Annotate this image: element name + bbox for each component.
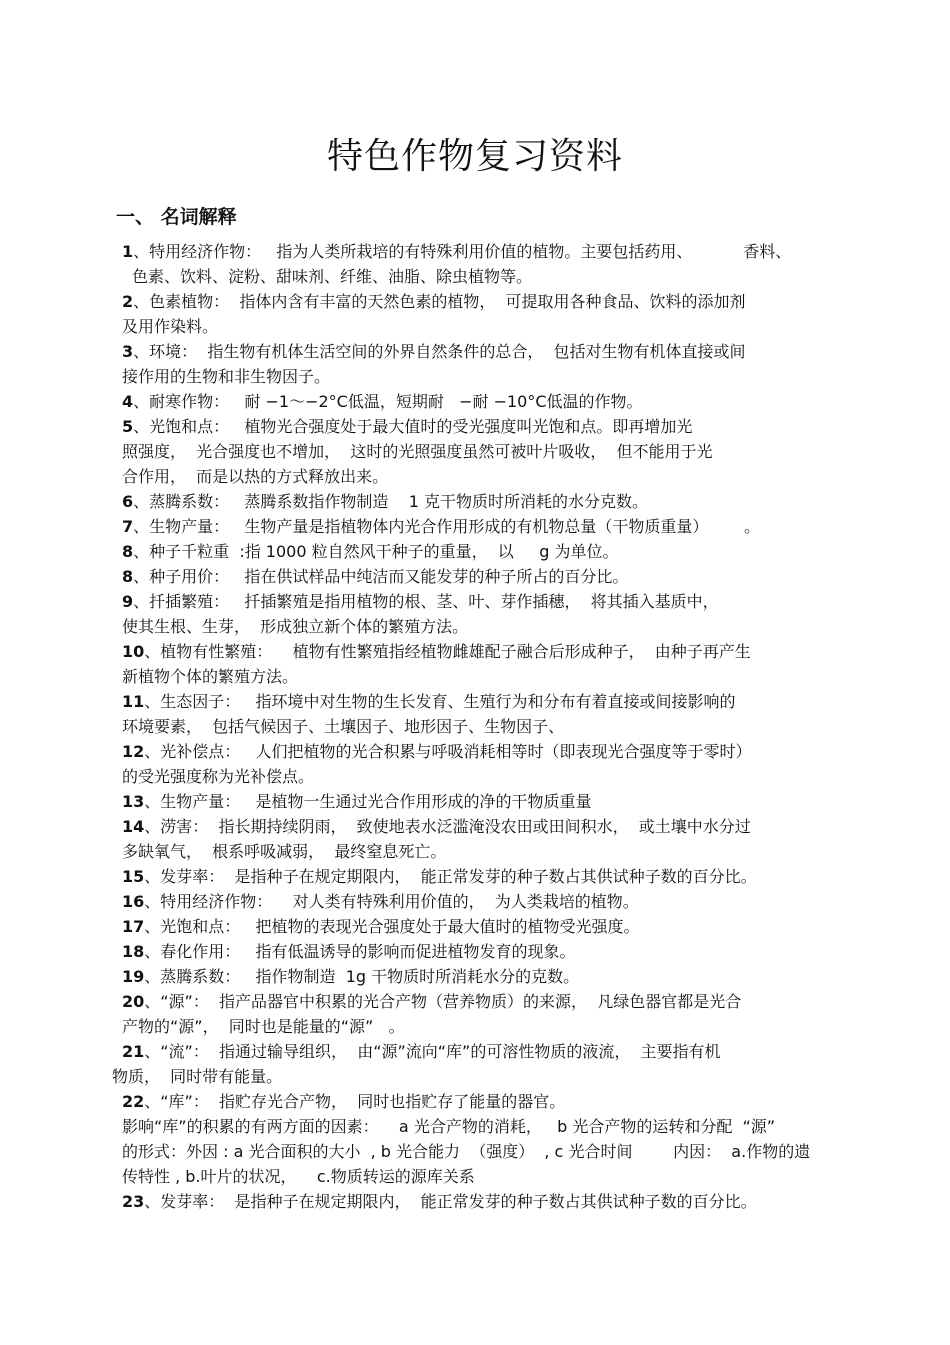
glossary-list [0, 239, 950, 1214]
entry-text: 、“库”： 指贮存光合产物， 同时也指贮存了能量的器官。 [144, 1092, 566, 1111]
entry-text: 新植物个体的繁殖方法。 [122, 667, 299, 686]
entry-text: 、涝害： 指长期持续阴雨， 致使地表水泛滥淹没农田或田间积水， 或土壤中水分过 [144, 817, 751, 836]
entry-text: 、蒸腾系数： 蒸腾系数指作物制造 1 克干物质时所消耗的水分克数。 [133, 492, 649, 511]
entry-first-line [0, 289, 950, 314]
glossary-entry [0, 914, 950, 939]
glossary-entry [0, 514, 950, 539]
entry-continuation-line [0, 1064, 950, 1089]
entry-continuation-line [0, 764, 950, 789]
entry-first-line [0, 514, 950, 539]
entry-text: 、特用经济作物： 指为人类所栽培的有特殊利用价值的植物。主要包括药用、 香料、 [133, 242, 792, 261]
glossary-entry [0, 889, 950, 914]
glossary-entry [0, 389, 950, 414]
entry-continuation-line [0, 664, 950, 689]
entry-text: 、“源”： 指产品器官中积累的光合产物（营养物质）的来源， 凡绿色器官都是光合 [144, 992, 742, 1011]
entry-number: 4 [122, 392, 134, 411]
entry-first-line [0, 489, 950, 514]
glossary-entry [0, 1189, 950, 1214]
entry-text: 、扦插繁殖： 扦插繁殖是指用植物的根、茎、叶、芽作插穗， 将其插入基质中， [133, 592, 719, 611]
entry-continuation-line [0, 1139, 950, 1164]
entry-text: 、种子用价： 指在供试样品中纯洁而又能发芽的种子所占的百分比。 [133, 567, 629, 586]
entry-text: 、生态因子： 指环境中对生物的生长发育、生殖行为和分布有着直接或间接影响的 [144, 692, 736, 711]
entry-first-line [0, 989, 950, 1014]
entry-text: 物质， 同时带有能量。 [112, 1067, 283, 1086]
glossary-entry [0, 289, 950, 339]
entry-first-line [0, 789, 950, 814]
entry-first-line [0, 889, 950, 914]
entry-continuation-line [0, 614, 950, 639]
entry-continuation-line [0, 439, 950, 464]
entry-text: 使其生根、生芽， 形成独立新个体的繁殖方法。 [122, 617, 469, 636]
entry-text: 照强度， 光合强度也不增加， 这时的光照强度虽然可被叶片吸收， 但不能用于光 [122, 442, 713, 461]
entry-number: 5 [122, 417, 134, 436]
entry-text: 的形式：外因 : a 光合面积的大小 , b 光合能力 （强度） , c 光合时间 内因： a.作物的遗 [122, 1142, 811, 1161]
entry-text: 、发芽率： 是指种子在规定期限内， 能正常发芽的种子数占其供试种子数的百分比。 [144, 1192, 757, 1211]
entry-continuation-line [0, 464, 950, 489]
entry-continuation-line [0, 364, 950, 389]
glossary-entry [0, 414, 950, 489]
entry-text: 、环境： 指生物有机体生活空间的外界自然条件的总合， 包括对生物有机体直接或间 [133, 342, 746, 361]
entry-text: 、色素植物： 指体内含有丰富的天然色素的植物， 可提取用各种食品、饮料的添加剂 [133, 292, 746, 311]
entry-text: 、种子千粒重 :指 1000 粒自然风干种子的重量， 以 g 为单位。 [133, 542, 619, 561]
entry-number: 18 [122, 942, 145, 961]
section-heading: 一、 名词解释 [116, 206, 237, 228]
entry-number: 3 [122, 342, 134, 361]
entry-first-line [0, 564, 950, 589]
glossary-entry [0, 689, 950, 739]
glossary-entry [0, 739, 950, 789]
glossary-entry [0, 564, 950, 589]
entry-continuation-line [0, 714, 950, 739]
entry-first-line [0, 1089, 950, 1114]
entry-text: 色素、饮料、淀粉、甜味剂、纤维、油脂、除虫植物等。 [132, 267, 533, 286]
entry-number: 2 [122, 292, 134, 311]
entry-number: 9 [122, 592, 134, 611]
entry-number: 21 [122, 1042, 145, 1061]
entry-number: 19 [122, 967, 145, 986]
entry-number: 8 [122, 567, 134, 586]
entry-first-line [0, 814, 950, 839]
entry-number: 17 [122, 917, 145, 936]
entry-number: 22 [122, 1092, 145, 1111]
glossary-entry [0, 989, 950, 1039]
entry-text: 多缺氧气， 根系呼吸减弱， 最终窒息死亡。 [122, 842, 447, 861]
entry-number: 6 [122, 492, 134, 511]
entry-number: 15 [122, 867, 145, 886]
entry-number: 23 [122, 1192, 145, 1211]
entry-text: 、春化作用： 指有低温诱导的影响而促进植物发育的现象。 [144, 942, 576, 961]
glossary-entry [0, 239, 950, 289]
glossary-entry [0, 589, 950, 639]
entry-number: 10 [122, 642, 145, 661]
glossary-entry [0, 939, 950, 964]
entry-first-line [0, 739, 950, 764]
glossary-entry [0, 489, 950, 514]
glossary-entry [0, 964, 950, 989]
entry-number: 20 [122, 992, 145, 1011]
entry-number: 7 [122, 517, 134, 536]
glossary-entry [0, 814, 950, 864]
entry-number: 8 [122, 542, 134, 561]
entry-text: 接作用的生物和非生物因子。 [122, 367, 331, 386]
entry-first-line [0, 864, 950, 889]
entry-number: 11 [122, 692, 145, 711]
entry-number: 14 [122, 817, 145, 836]
entry-text: 合作用， 而是以热的方式释放出来。 [122, 467, 389, 486]
entry-text: 及用作染料。 [122, 317, 219, 336]
glossary-entry [0, 539, 950, 564]
entry-continuation-line [0, 1164, 950, 1189]
entry-first-line [0, 914, 950, 939]
glossary-entry [0, 1039, 950, 1089]
entry-text: 的受光强度称为光补偿点。 [122, 767, 315, 786]
entry-continuation-line [0, 264, 950, 289]
entry-first-line [0, 414, 950, 439]
entry-text: 、发芽率： 是指种子在规定期限内， 能正常发芽的种子数占其供试种子数的百分比。 [144, 867, 757, 886]
entry-first-line [0, 239, 950, 264]
entry-first-line [0, 939, 950, 964]
entry-number: 12 [122, 742, 145, 761]
glossary-entry [0, 789, 950, 814]
entry-text: 、特用经济作物： 对人类有特殊利用价值的， 为人类栽培的植物。 [144, 892, 639, 911]
entry-text: 影响“库”的积累的有两方面的因素： a 光合产物的消耗， b 光合产物的运转和分配 “源” [122, 1117, 776, 1136]
entry-number: 13 [122, 792, 145, 811]
entry-text: 、光补偿点： 人们把植物的光合积累与呼吸消耗相等时（即表现光合强度等于零时） [144, 742, 752, 761]
entry-first-line [0, 689, 950, 714]
entry-text: 、生物产量： 生物产量是指植物体内光合作用形成的有机物总量（干物质重量） 。 [133, 517, 761, 536]
entry-text: 环境要素， 包括气候因子、土壤因子、地形因子、生物因子、 [122, 717, 565, 736]
page-title: 特色作物复习资料 [326, 136, 623, 177]
entry-continuation-line [0, 839, 950, 864]
entry-first-line [0, 1189, 950, 1214]
entry-continuation-line [0, 1114, 950, 1139]
glossary-entry [0, 639, 950, 689]
entry-first-line [0, 639, 950, 664]
entry-text: 传特性 , b.叶片的状况， c.物质转运的源库关系 [122, 1167, 475, 1186]
entry-text: 、光饱和点： 把植物的表现光合强度处于最大值时的植物受光强度。 [144, 917, 640, 936]
entry-first-line [0, 389, 950, 414]
entry-first-line [0, 589, 950, 614]
entry-text: 、植物有性繁殖： 植物有性繁殖指经植物雌雄配子融合后形成种子， 由种子再产生 [144, 642, 751, 661]
glossary-entry [0, 1089, 950, 1189]
entry-number: 1 [122, 242, 134, 261]
entry-text: 、耐寒作物： 耐 −1～−2°C低温，短期耐 −耐 −10°C低温的作物。 [133, 392, 643, 411]
entry-text: 、光饱和点： 植物光合强度处于最大值时的受光强度叫光饱和点。即再增加光 [133, 417, 693, 436]
glossary-entry [0, 339, 950, 389]
entry-continuation-line [0, 1014, 950, 1039]
entry-text: 产物的“源”， 同时也是能量的“源” 。 [122, 1017, 405, 1036]
entry-first-line [0, 964, 950, 989]
entry-first-line [0, 539, 950, 564]
entry-text: 、生物产量： 是植物一生通过光合作用形成的净的干物质重量 [144, 792, 592, 811]
entry-text: 、“流”： 指通过输导组织， 由“源”流向“库”的可溶性物质的液流， 主要指有机 [144, 1042, 721, 1061]
entry-first-line [0, 1039, 950, 1064]
entry-text: 、蒸腾系数： 指作物制造 1g 干物质时所消耗水分的克数。 [144, 967, 580, 986]
entry-continuation-line [0, 314, 950, 339]
entry-number: 16 [122, 892, 145, 911]
entry-first-line [0, 339, 950, 364]
glossary-entry [0, 864, 950, 889]
